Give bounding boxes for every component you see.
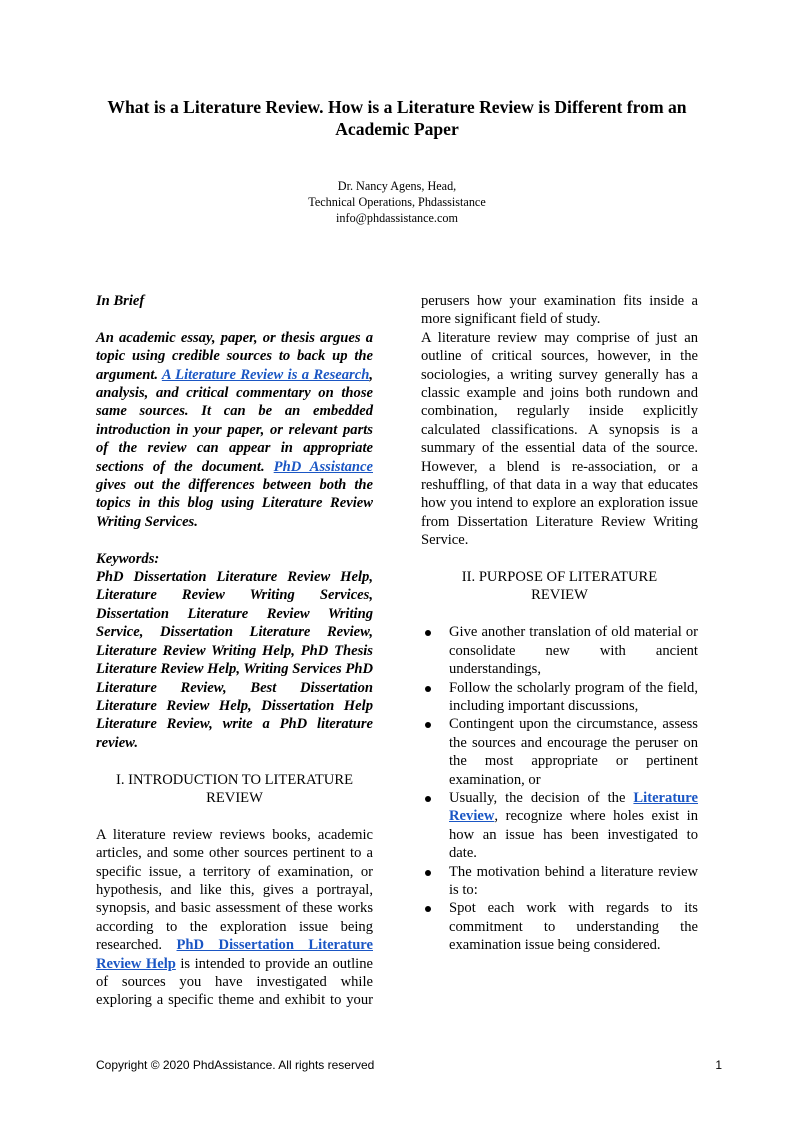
two-column-body [96, 292, 698, 1032]
author-name: Dr. Nancy Agens, Head, [337, 179, 457, 193]
body-text: A literature review reviews books, academic articles, and some other sources pertinent to a specific issue, a territory of examination, or hypothesis, and like this, gives a portrayal, synopsis, and basic assessment of these works according to the exploration issue being researched. [96, 826, 373, 954]
section-1-heading: I. INTRODUCTION TO LITERATURE REVIEW [116, 771, 353, 806]
author-email: info@phdassistance.com [336, 211, 458, 225]
keywords-heading: Keywords: [96, 550, 160, 567]
dissertation-help-link[interactable]: PhD Dissertation Literature Review Help [96, 937, 373, 972]
keywords [96, 550, 373, 752]
author-affiliation: Technical Operations, Phdassistance [308, 195, 486, 209]
list-item [449, 789, 698, 863]
brief-heading: In Brief [96, 293, 145, 309]
section-1-paragraph-2: A literature review may comprise of just an outline of critical sources, however, in the sociologies, a writing survey generally has a classic example and joins both rundown and combination, regularly inside explicitly calculated classifications. A synopsis is a summary of the essential data of the source. However, a blend is re-association, or a reshuffling, of that data in a way that educates how you intend to explore an exploration issue from Dissertation Literature Review Writing Service. [421, 329, 698, 549]
literature-review-link[interactable]: A Literature Review is a Research [161, 366, 370, 383]
page-number: 1 [715, 1058, 722, 1072]
author-block [200, 178, 594, 226]
list-item: Follow the scholarly program of the field, including important discussions, [449, 679, 698, 714]
list-item: Spot each work with regards to its commitment to understanding the examination issue being considered. [449, 900, 698, 954]
page-footer [96, 1058, 722, 1072]
phd-assistance-link[interactable]: PhD Assistance [273, 458, 373, 475]
section-2-heading: II. PURPOSE OF LITERATURE REVIEW [461, 569, 658, 604]
copyright-text: Copyright © 2020 PhdAssistance. All rights reserved [96, 1058, 375, 1072]
brief-paragraph [96, 329, 373, 531]
document-title: What is a Literature Review. How is a Literature Review is Different from an Academic Paper [107, 97, 687, 139]
literature-review-link-2[interactable]: Literature Review [449, 789, 698, 825]
brief-text: gives out the differences between both the topics in this blog using Literature Review Writing Services. [96, 477, 373, 530]
body-text: , recognize where holes exist in how an issue has been investigated to date. [449, 808, 698, 862]
brief-text: , analysis, and critical commentary on those same sources. It can be an embedded introduction in your paper, or relevant parts of the review can appear in appropriate sections of the document. [96, 366, 373, 475]
list-item: The motivation behind a literature review is to: [449, 863, 698, 898]
body-text: is intended to provide an outline of sources you have investigated while exploring a specific theme and exhibit to your perusers how your examination fits inside a more significant field of study. [96, 293, 698, 1009]
list-item: Contingent upon the circumstance, assess the sources and encourage the peruser on the most appropriate or pertinent examination, or [449, 716, 698, 788]
keywords-text: PhD Dissertation Literature Review Help, Literature Review Writing Services, Dissertation Literature Review Writing Service, Dissertation Literature Review, Literature Review Writing Help, PhD Thesis Literature Review Help, Writing Services PhD Literature Review, Best Dissertation Literature Review Help, Dissertation Help Literature Review, write a PhD literature review. [96, 569, 373, 751]
body-text: Usually, the decision of the [449, 789, 634, 806]
purpose-list [421, 623, 698, 954]
list-item: Give another translation of old material or consolidate new with ancient understandings, [449, 624, 698, 678]
brief-text: An academic essay, paper, or thesis argues a topic using credible sources to back up the argument. [96, 329, 373, 383]
